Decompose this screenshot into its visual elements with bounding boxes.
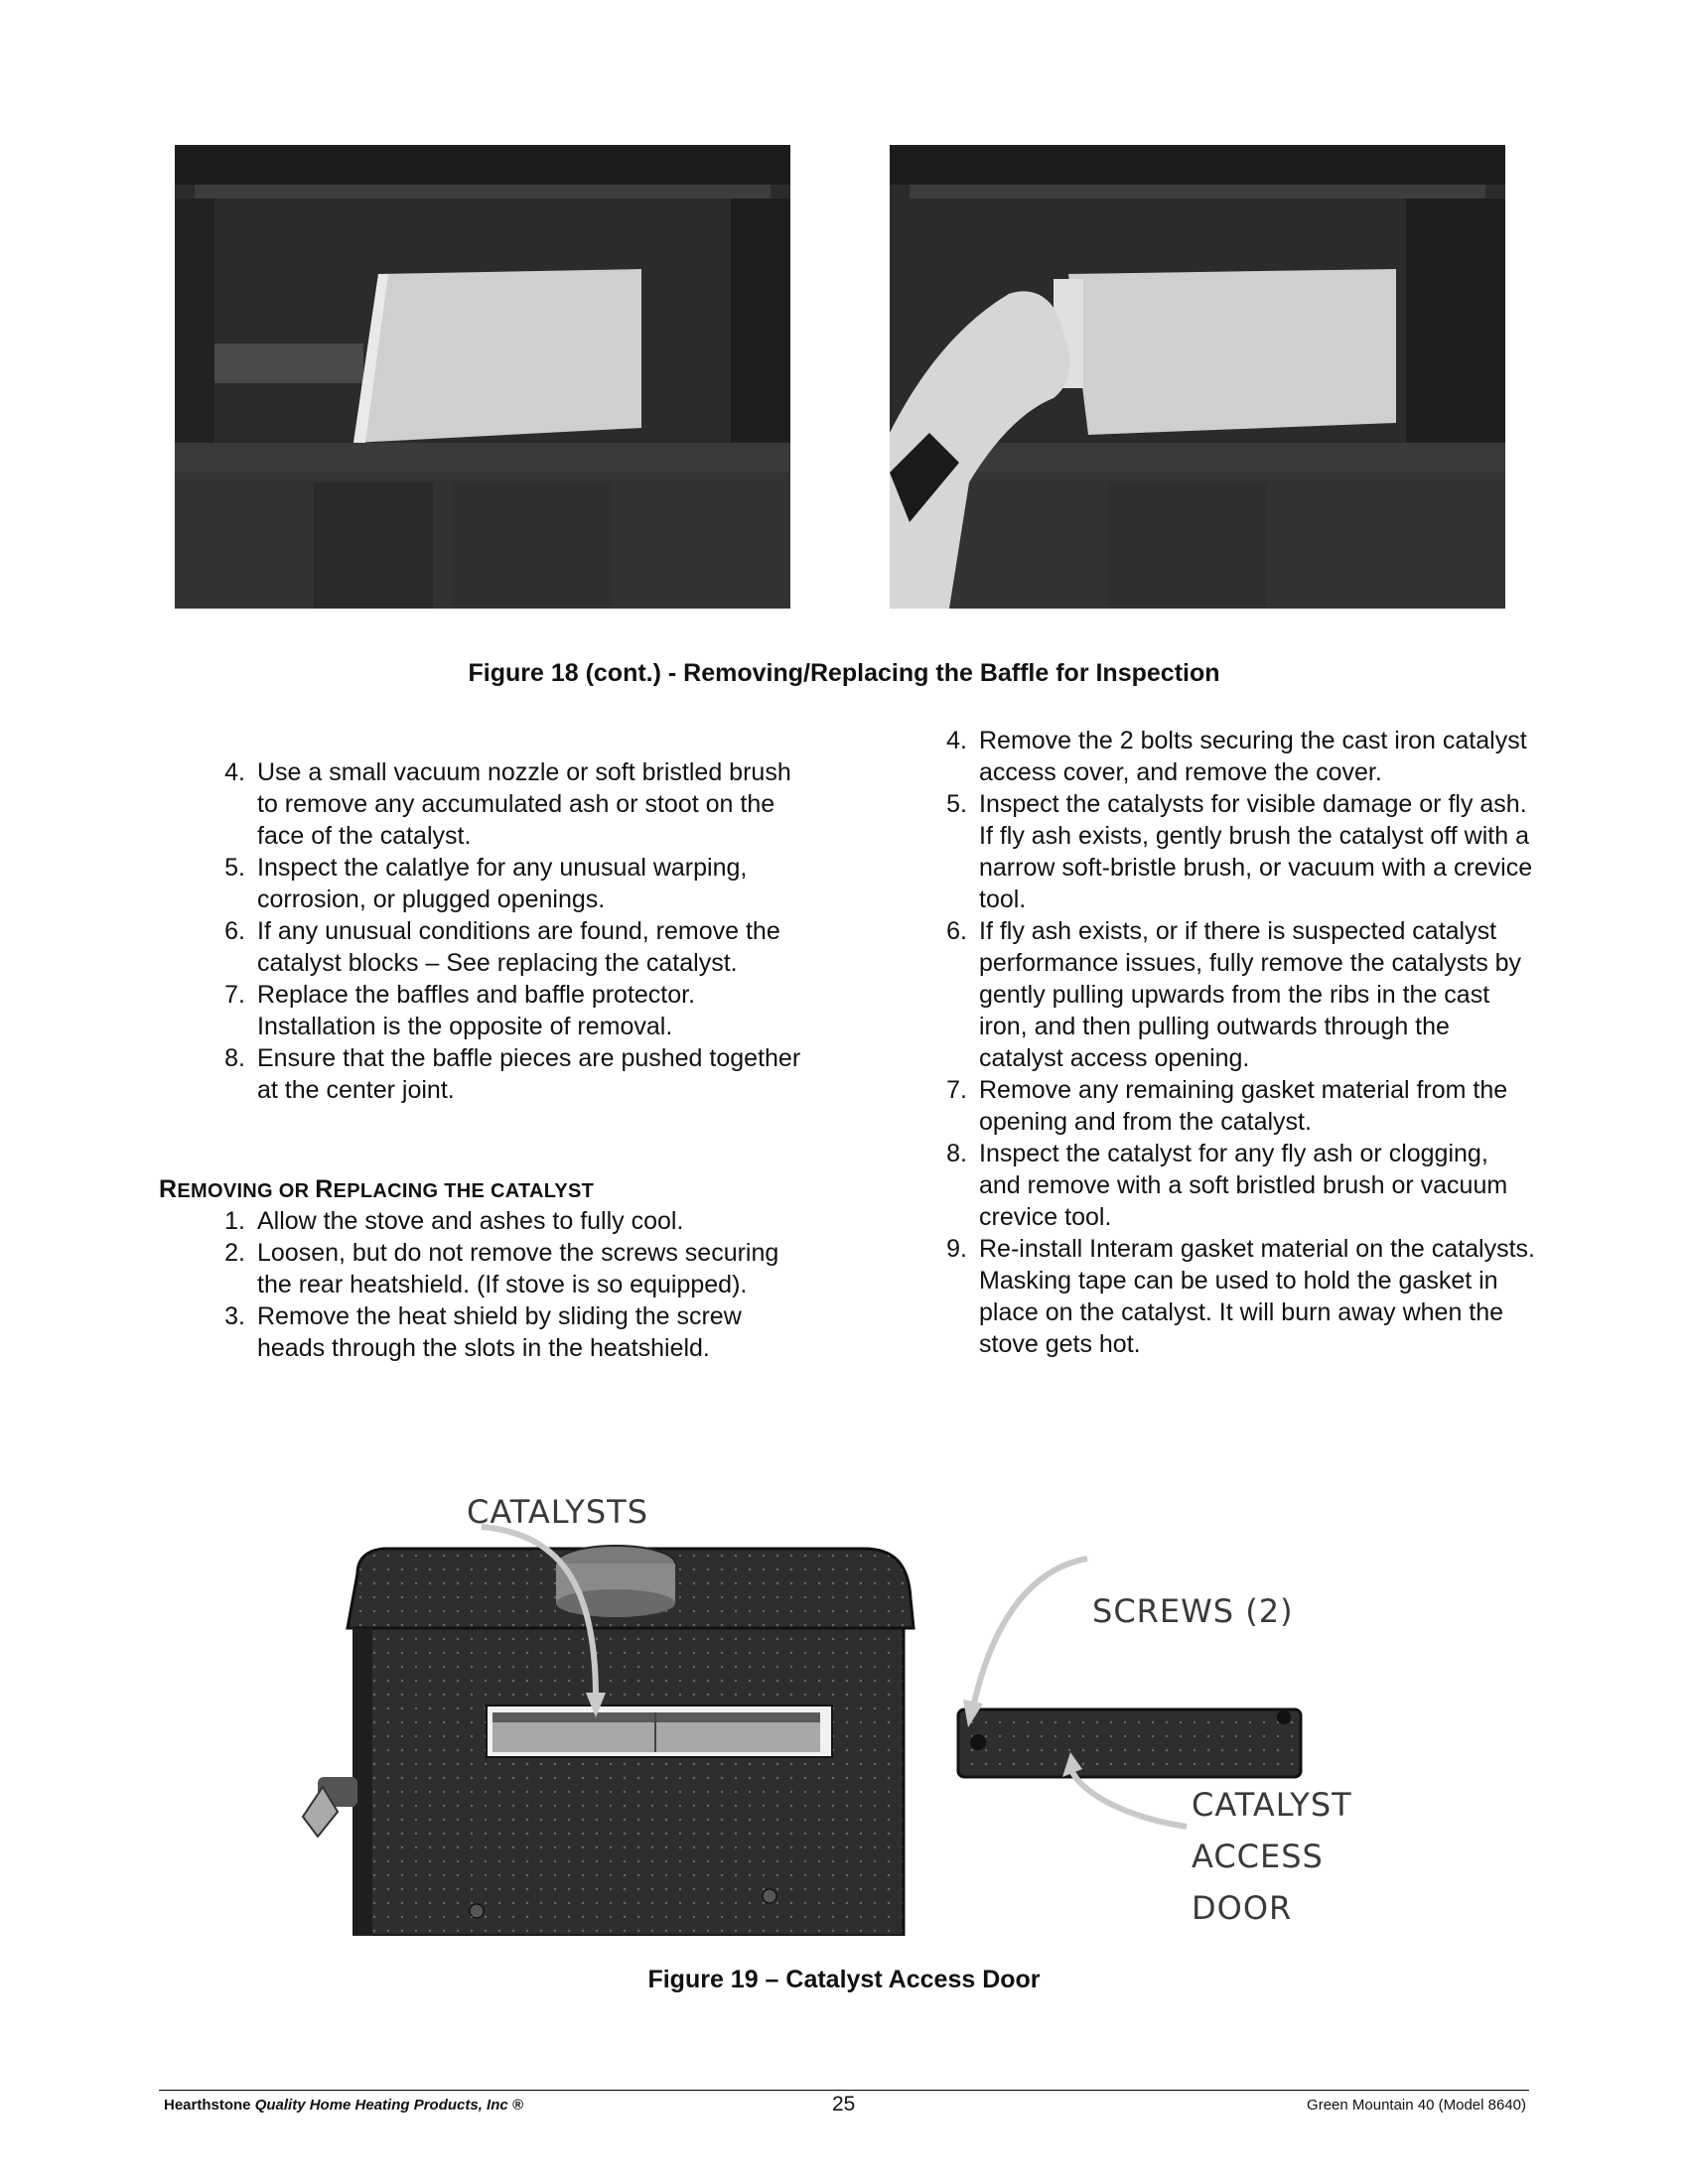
step-number: 6. <box>946 917 967 945</box>
baffle-photo-left <box>175 145 790 609</box>
step-number: 9. <box>946 1235 967 1263</box>
list-item <box>224 915 813 979</box>
step-text: Remove the 2 bolts securing the cast iron catalyst access cover, and remove the cover. <box>979 727 1527 786</box>
access-door-panel <box>958 1709 1301 1777</box>
list-item <box>224 1042 813 1106</box>
step-number: 7. <box>946 1076 967 1104</box>
baffle-inspection-steps <box>224 756 813 1106</box>
step-text: Inspect the catalyst for any fly ash or clogging, and remove with a soft bristled brush or vacuum crevice tool. <box>979 1140 1508 1231</box>
step-number: 8. <box>224 1044 245 1072</box>
step-text: If fly ash exists, or if there is suspected catalyst performance issues, fully remove the catalysts by gently pulling upwards from the ribs in the cast iron, and then pulling outwards through the catalyst access opening. <box>979 917 1522 1072</box>
catalyst-removal-steps <box>224 1205 813 1364</box>
step-text: Re-install Interam gasket material on the catalysts. Masking tape can be used to hold the gasket in place on the catalyst. It will burn away when the stove gets hot. <box>979 1235 1535 1358</box>
section-heading: REMOVING OR REPLACING THE CATALYST <box>159 1175 595 1203</box>
list-item <box>224 852 813 915</box>
step-text: Use a small vacuum nozzle or soft bristled brush to remove any accumulated ash or stoot on the face of the catalyst. <box>257 758 791 850</box>
step-number: 4. <box>946 727 967 754</box>
list-item <box>224 756 813 852</box>
list-item <box>946 725 1535 788</box>
footer-company: Hearthstone Quality Home Heating Products, Inc ® <box>164 2097 523 2114</box>
list-item <box>224 1205 813 1237</box>
figure-19-caption: Figure 19 – Catalyst Access Door <box>647 1966 1041 1993</box>
page-number: 25 <box>832 2093 856 2116</box>
step-number: 6. <box>224 917 245 945</box>
list-item <box>224 1300 813 1364</box>
step-text: Remove any remaining gasket material from the opening and from the catalyst. <box>979 1076 1508 1136</box>
list-item <box>224 1237 813 1300</box>
step-text: Inspect the calatlye for any unusual warping, corrosion, or plugged openings. <box>257 854 748 913</box>
catalysts-label: CATALYSTS <box>467 1493 648 1531</box>
step-text: Inspect the catalysts for visible damage or fly ash. If fly ash exists, gently brush the catalyst off with a narrow soft-bristle brush, or vacuum with a crevice tool. <box>979 790 1533 913</box>
step-number: 3. <box>224 1302 245 1330</box>
step-text: Loosen, but do not remove the screws securing the rear heatshield. (If stove is so equipped). <box>257 1239 779 1298</box>
step-text: Remove the heat shield by sliding the screw heads through the slots in the heatshield. <box>257 1302 742 1362</box>
step-number: 2. <box>224 1239 245 1267</box>
list-item <box>946 1138 1535 1233</box>
footer-model: Green Mountain 40 (Model 8640) <box>1307 2097 1526 2114</box>
figure-18-caption: Figure 18 (cont.) - Removing/Replacing the Baffle for Inspection <box>468 659 1220 687</box>
step-number: 8. <box>946 1140 967 1167</box>
list-item <box>224 979 813 1042</box>
step-number: 1. <box>224 1207 245 1235</box>
screws-label: SCREWS (2) <box>1092 1592 1294 1630</box>
step-number: 5. <box>946 790 967 818</box>
step-text: Allow the stove and ashes to fully cool. <box>257 1207 684 1235</box>
catalyst-removal-steps-continued <box>946 725 1535 1360</box>
list-item <box>946 1074 1535 1138</box>
step-text: If any unusual conditions are found, remove the catalyst blocks – See replacing the catalyst. <box>257 917 780 977</box>
list-item <box>946 788 1535 915</box>
step-number: 7. <box>224 981 245 1009</box>
list-item <box>946 1233 1535 1360</box>
step-text: Ensure that the baffle pieces are pushed together at the center joint. <box>257 1044 801 1104</box>
step-text: Replace the baffles and baffle protector. Installation is the opposite of removal. <box>257 981 696 1040</box>
access-door-label: CATALYST ACCESS DOOR <box>1192 1786 1352 1927</box>
baffle-photo-right <box>890 145 1505 609</box>
step-number: 5. <box>224 854 245 882</box>
list-item <box>946 915 1535 1074</box>
footer-divider <box>159 2090 1529 2091</box>
step-number: 4. <box>224 758 245 786</box>
